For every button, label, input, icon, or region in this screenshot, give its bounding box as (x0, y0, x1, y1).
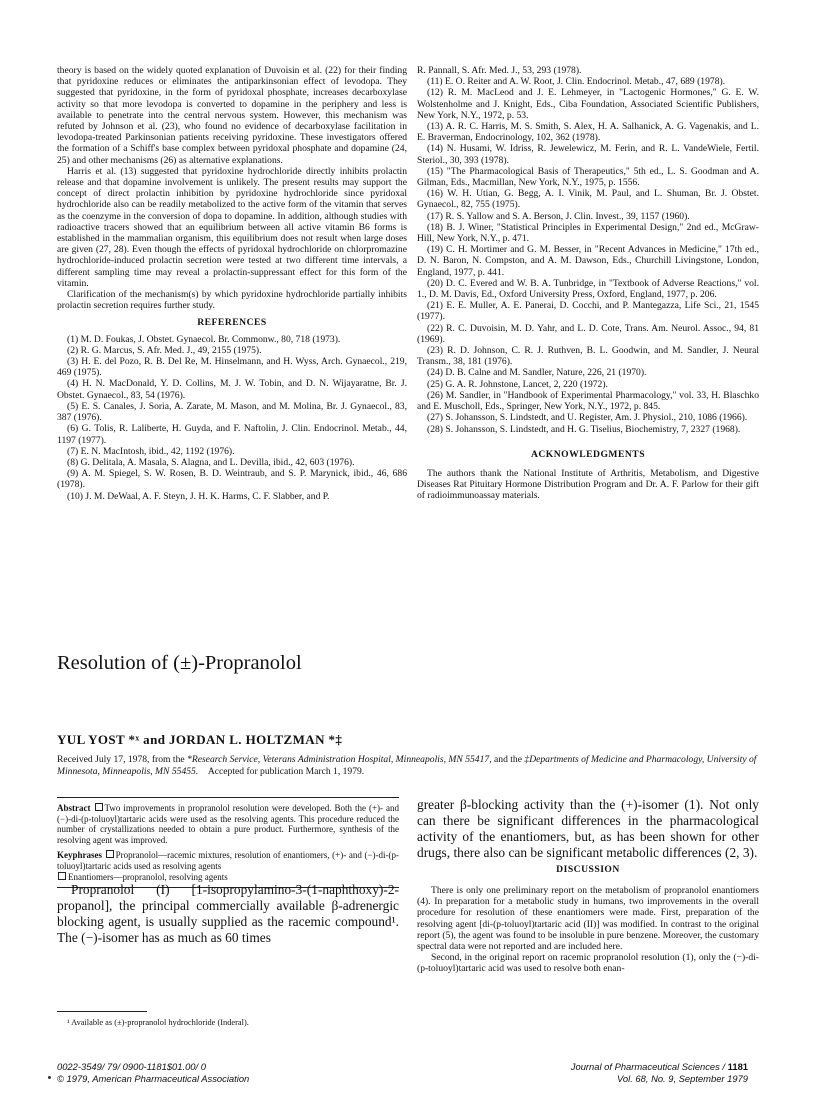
discussion-paragraph: Second, in the original report on racemic propranolol resolution (1), only the (−)-di-(p-toluoyl)tartaric acid was used to resolve both enan- (417, 952, 759, 975)
abstract-label: Abstract (57, 803, 91, 813)
keyphrases-paragraph (57, 850, 399, 882)
reference-item: (9) A. M. Spiegel, S. W. Rosen, B. D. Weintraub, and S. P. Marynick, ibid., 46, 686 (1978). (57, 468, 407, 491)
volume-line: Vol. 68, No. 9, September 1979 (617, 1072, 748, 1084)
reference-item: (26) M. Sandler, in "Handbook of Experimental Pharmacology," vol. 33, H. Blaschko and E. Muscholl, Eds., Springer, New York, N.Y., 1972, p. 845. (417, 389, 759, 413)
discussion-section (417, 885, 759, 975)
reference-item: (1) M. D. Foukas, J. Obstet. Gynaecol. Br. Commonw., 80, 718 (1973). (67, 333, 341, 345)
margin-dot (48, 1076, 51, 1079)
footnote: ¹ Available as (±)-propranolol hydrochloride (Inderal). (67, 1018, 249, 1027)
keyphrases-text-1: Propranolol—racemic mixtures, resolution of enantiomers, (+)- and (−)-di-(p-toluoyl)tartaric acids used as resolving agents (57, 850, 399, 871)
copyright-line: © 1979, American Pharmaceutical Association (57, 1072, 250, 1084)
reference-item: (7) E. N. MacIntosh, ibid., 42, 1192 (1976). (67, 445, 235, 457)
discussion-paragraph: There is only one preliminary report on the metabolism of propranolol enantiomers (4). In preparation for a metabolic study in humans, two improvements in the overall procedure for resolution of these enantiomers were made. First, preparation of the resolving agent [di-(p-toluoyl)tartaric acid (II)] was modified. In contrast to the original report (5), the agent was found to be insoluble in pure benzene. Moreover, the customary spectral data were not reported and are included here. (417, 885, 759, 953)
journal-name: Journal of Pharmaceutical Sciences / (570, 1061, 728, 1072)
reference-item: (22) R. C. Duvoisin, M. D. Yahr, and L. D. Cote, Trans. Am. Neurol. Assoc., 94, 81 (1969). (417, 322, 759, 345)
reference-item: (19) C. H. Mortimer and G. M. Besser, in "Recent Advances in Medicine," 17th ed., D. N. Baron, N. Compston, and A. M. Dawson, Eds., Churchill Livingstone, London, England, 1977, p. 441. (417, 244, 759, 278)
body-paragraph: Harris et al. (13) suggested that pyridoxine hydrochloride directly inhibits prolactin release and that dopamine involvement is unlikely. The present results may support the concept of direct prolactin inhibition by pyridoxine hydrochloride since pyridoxal hydrochloride also can be readily metabolized to the active form of the vitamin that serves as the coenzyme in the conversion of dopa to dopamine. In addition, although studies with radioactive tracers showed that an equilibrium between all active vitamin B6 forms is established in the mammalian organism, this equilibrium does not result when large doses are given (27, 28). Even though the effects of pyridoxal hydrochloride on chlorpromazine hydrochloride-induced prolactin secretion were tested at two different time intervals, a different sampling time may reveal a prolactin-suppressant effect for this form of the vitamin. (57, 165, 407, 289)
affiliation-2: ‡Departments of Medicine and Pharmacology, University of Minnesota, Minneapolis, MN 55455. (57, 754, 757, 777)
reference-item: (18) B. J. Winer, "Statistical Principles in Experimental Design," 2nd ed., McGraw-Hill, New York, N.Y., p. 471. (417, 221, 759, 245)
article-title: Resolution of (±)-Propranolol (57, 652, 302, 674)
intro-paragraph-start: Propranolol (I) [1-isopropylamino-3-(1-naphthoxy)-2-propanol], the principal commercially available β-adrenergic blocking agent, is usually supplied as the racemic compound¹. The (−)-isomer has as much as 60 times (57, 882, 399, 945)
keyphrases-text-2: Enantiomers—propranolol, resolving agents (68, 871, 228, 882)
reference-item: (6) G. Tolis, R. Laliberte, H. Guyda, and F. Naftolin, J. Clin. Endocrinol. Metab., 44, 1197 (1977). (57, 423, 407, 446)
reference-item: R. Pannall, S. Afr. Med. J., 53, 293 (1978). (417, 65, 582, 76)
reference-item: (16) W. H. Utian, G. Begg, A. I. Vinik, M. Paul, and L. Shuman, Br. J. Obstet. Gynaecol., 82, 755 (1975). (417, 188, 759, 211)
reference-item: (11) E. O. Reiter and A. W. Root, J. Clin. Endocrinol. Metab., 47, 689 (1978). (427, 76, 726, 88)
discussion-heading: DISCUSSION (556, 864, 620, 875)
footnote-divider (57, 1011, 147, 1012)
body-paragraph: Clarification of the mechanism(s) by which pyridoxine hydrochloride partially inhibits prolactin secretion requires further study. (57, 289, 407, 312)
received-line (57, 754, 762, 777)
body-paragraph: theory is based on the widely quoted explanation of Duvoisin et al. (22) for their finding that pyridoxine reduces or eliminates the antiparkinsonian effect of levodopa. They suggested that pyridoxine, in the form of pyridoxal phosphate, increases decarboxylase activity so that more levodopa is converted to dopamine in the periphery and less is available to penetrate into the central nervous system. However, this mechanism was refuted by Johnson et al. (23), who found no evidence of decarboxylase facilitation in levodopa-treated Parkinsonian patients receiving pyridoxine. These investigators offered the formation of a Schiff's base complex between pyridoxal phosphate and dopamine (24, 25) and other mechanisms (26) as alternative explanations. (57, 65, 407, 166)
reference-item: (25) G. A. R. Johnstone, Lancet, 2, 220 (1972). (427, 378, 608, 390)
received-prefix: Received July 17, 1978, from the (57, 754, 188, 765)
reference-item: (10) J. M. DeWaal, A. F. Steyn, J. H. K. Harms, C. F. Slabber, and P. (67, 490, 330, 502)
page-number: 1181 (727, 1061, 748, 1072)
affiliation-1: *Research Service, Veterans Administration Hospital, Minneapolis, MN 55417, (187, 754, 492, 765)
abstract-paragraph (57, 803, 399, 845)
reference-item: (4) H. N. MacDonald, Y. D. Collins, M. J. W. Tobin, and D. N. Wijayaratne, Br. J. Obstet. Gynaecol., 83, 54 (1976). (57, 378, 407, 401)
reference-item: (20) D. C. Evered and W. B. A. Tunbridge, in "Textbook of Adverse Reactions," vol. 1., D. M. Davis, Ed., Oxford University Press, Oxford, England, 1977, p. 206. (417, 277, 759, 301)
reference-item: (23) R. D. Johnson, C. R. J. Ruthven, B. L. Goodwin, and M. Sandler, J. Neural Transm., 38, 181 (1976). (417, 345, 759, 368)
reference-item: (24) D. B. Calne and M. Sandler, Nature, 226, 21 (1970). (427, 367, 647, 379)
keyphrases-label: Keyphrases (57, 850, 102, 861)
reference-item: (28) S. Johansson, S. Lindstedt, and H. G. Tiselius, Biochemistry, 7, 2327 (1968). (427, 423, 741, 435)
reference-item: (15) "The Pharmacological Basis of Therapeutics," 5th ed., L. S. Goodman and A. Gilman, Eds., Macmillan, New York, N.Y., 1975, p. 1556. (417, 165, 759, 189)
reference-item: (21) E. E. Muller, A. E. Panerai, D. Cocchi, and P. Mantegazza, Life Sci., 21, 1545 (1977). (417, 300, 759, 323)
reference-item: (27) S. Johansson, S. Lindstedt, and U. Register, Am. J. Physiol., 210, 1086 (1966). (427, 412, 748, 424)
abstract-text: Two improvements in propranolol resolution were developed. Both the (+)- and (−)-di-(p-toluoyl)tartaric acids were used as the resolving agents. This procedure reduced the number of crystallizations needed to obtain a pure product. Furthermore, synthesis of the resolving agent was improved. (57, 803, 399, 845)
footer-left (57, 1061, 249, 1084)
journal-line (534, 1061, 748, 1073)
left-column (57, 65, 407, 502)
reference-item: (8) G. Delitala, A. Masala, S. Alagna, and L. Devilla, ibid., 42, 603 (1976). (67, 456, 355, 468)
reference-item: (5) E. S. Canales, J. Soria, A. Zarate, M. Mason, and M. Molina, Br. J. Gynaecol., 83, 387 (1976). (57, 400, 407, 424)
footer-right (534, 1061, 748, 1084)
reference-item: (14) N. Husami, W. Idriss, R. Jewelewicz, M. Ferin, and R. L. VandeWiele, Fertil. Steriol., 30, 393 (1978). (417, 143, 759, 166)
acknowledgments-heading: ACKNOWLEDGMENTS (530, 448, 646, 460)
reference-item: (17) R. S. Yallow and S. A. Berson, J. Clin. Invest., 39, 1157 (1960). (427, 210, 690, 222)
references-heading: REFERENCES (197, 317, 267, 329)
abstract-box (57, 797, 399, 888)
accepted-date: Accepted for publication March 1, 1979. (207, 765, 365, 777)
square-bullet-icon (58, 872, 66, 880)
article-authors: YUL YOST *ˣ and JORDAN L. HOLTZMAN *‡ (57, 732, 343, 747)
intro-paragraph-end: greater β-blocking activity than the (+)-isomer (1). Not only can there be significant differences in the pharmacological activity of the enantiomers, but, as has been shown for other drugs, there also can be significant metabolic differences (2, 3). (417, 797, 759, 860)
acknowledgments-text: The authors thank the National Institute of Arthritis, Metabolism, and Digestive Diseases Rat Pituitary Hormone Distribution Program and Dr. A. F. Parlow for their gift of radioimmunoassay materials. (417, 467, 759, 502)
issn-line: 0022-3549/ 79/ 0900-1181$01.00/ 0 (57, 1061, 206, 1072)
square-bullet-icon (106, 850, 114, 858)
reference-item: (2) R. G. Marcus, S. Afr. Med. J., 49, 2155 (1975). (67, 344, 262, 356)
right-column (417, 65, 759, 502)
square-bullet-icon (95, 803, 103, 811)
received-mid: and the (491, 754, 525, 765)
reference-item: (13) A. R. C. Harris, M. S. Smith, S. Alex, H. A. Salhanick, A. G. Vagenakis, and L. E. Braverman, Endocrinology, 102, 362 (1978). (417, 121, 759, 144)
reference-item: (3) H. E. del Pozo, R. B. Del Re, M. Hinselmann, and H. Wyss, Arch. Gynaecol., 219, 469 (1975). (57, 356, 407, 379)
reference-item: (12) R. M. MacLeod and J. E. Lehmeyer, in "Lactogenic Hormones," G. E. W. Wolstenholme and J. Knight, Eds., Ciba Foundation, Associated Scientific Publishers, New York, N.Y., 1972, p. 53. (417, 87, 759, 121)
